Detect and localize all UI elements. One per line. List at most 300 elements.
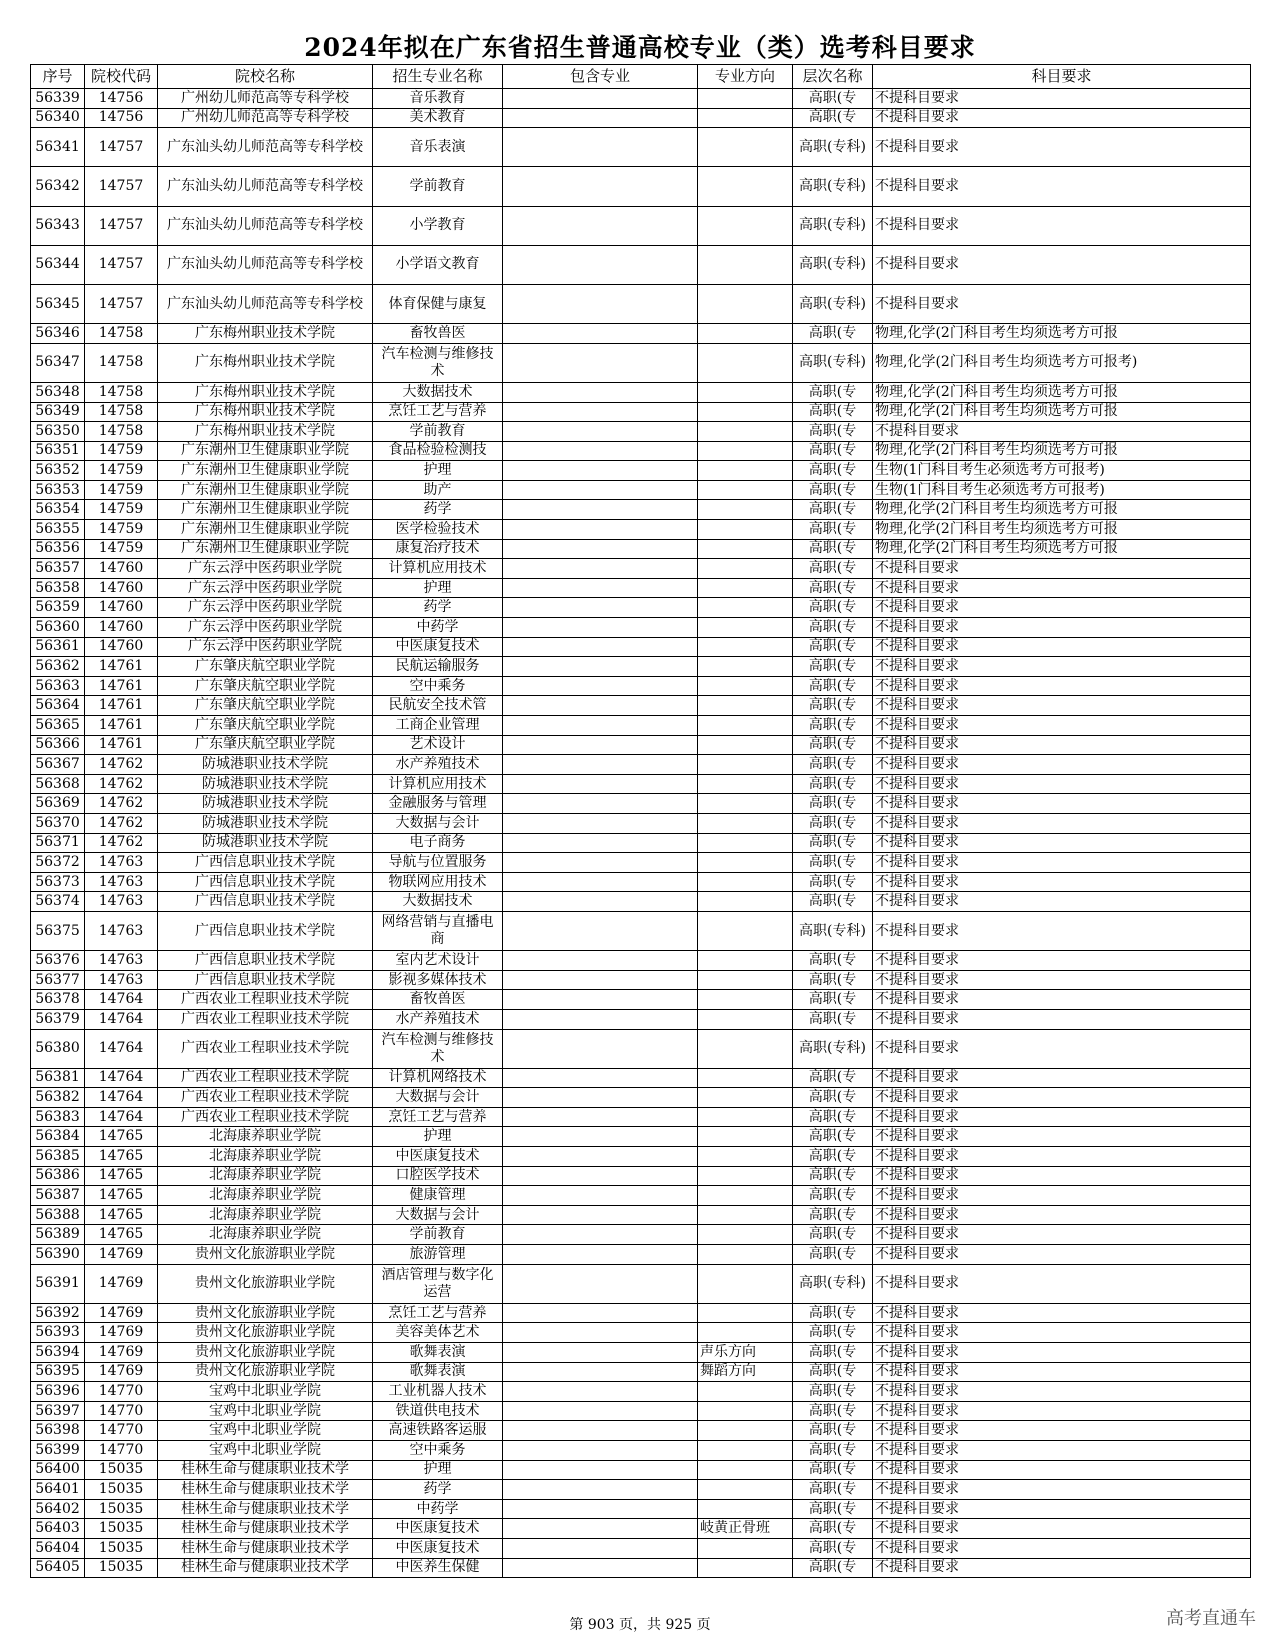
- cell-code: 14761: [85, 716, 158, 736]
- cell-direction: [698, 676, 793, 696]
- cell-code: 14757: [85, 284, 158, 323]
- cell-code: 14769: [85, 1323, 158, 1343]
- cell-requirement: 不提科目要求: [873, 1460, 1251, 1480]
- table-row: [31, 1538, 1251, 1558]
- cell-requirement: 物理,化学(2门科目考生均须选考方可报: [873, 402, 1251, 422]
- cell-requirement: 不提科目要求: [873, 1382, 1251, 1402]
- cell-direction: [698, 774, 793, 794]
- cell-no: 56388: [31, 1205, 85, 1225]
- cell-requirement: 不提科目要求: [873, 794, 1251, 814]
- cell-included: [503, 1127, 698, 1147]
- cell-level: 高职(专: [793, 324, 873, 344]
- cell-included: [503, 89, 698, 109]
- cell-level: 高职(专: [793, 520, 873, 540]
- cell-school: 广州幼儿师范高等专科学校: [158, 89, 373, 109]
- table-row: [31, 755, 1251, 775]
- cell-requirement: 不提科目要求: [873, 1166, 1251, 1186]
- cell-direction: [698, 1088, 793, 1108]
- cell-code: 14769: [85, 1245, 158, 1265]
- cell-code: 14769: [85, 1362, 158, 1382]
- cell-included: [503, 1029, 698, 1068]
- cell-major: 中医养生保健: [373, 1558, 503, 1578]
- cell-no: 56375: [31, 911, 85, 950]
- cell-requirement: 不提科目要求: [873, 1245, 1251, 1265]
- cell-school: 桂林生命与健康职业技术学: [158, 1519, 373, 1539]
- cell-major: 药学: [373, 1480, 503, 1500]
- cell-included: [503, 813, 698, 833]
- cell-direction: [698, 970, 793, 990]
- cell-level: 高职(专: [793, 1068, 873, 1088]
- cell-requirement: 不提科目要求: [873, 716, 1251, 736]
- cell-requirement: 不提科目要求: [873, 1519, 1251, 1539]
- cell-major: 食品检验检测技: [373, 441, 503, 461]
- cell-direction: 岐黄正骨班: [698, 1519, 793, 1539]
- header-major: 招生专业名称: [373, 65, 503, 89]
- cell-major: 学前教育: [373, 1225, 503, 1245]
- cell-level: 高职(专: [793, 1245, 873, 1265]
- cell-level: 高职(专: [793, 735, 873, 755]
- cell-direction: [698, 1499, 793, 1519]
- cell-code: 15035: [85, 1499, 158, 1519]
- cell-code: 14758: [85, 422, 158, 442]
- cell-school: 宝鸡中北职业学院: [158, 1382, 373, 1402]
- cell-level: 高职(专: [793, 990, 873, 1010]
- table-row: [31, 1107, 1251, 1127]
- cell-no: 56347: [31, 343, 85, 382]
- cell-school: 广西农业工程职业技术学院: [158, 990, 373, 1010]
- cell-school: 贵州文化旅游职业学院: [158, 1264, 373, 1303]
- cell-school: 广东云浮中医药职业学院: [158, 578, 373, 598]
- cell-included: [503, 108, 698, 128]
- cell-included: [503, 853, 698, 873]
- cell-direction: [698, 578, 793, 598]
- cell-requirement: 不提科目要求: [873, 1303, 1251, 1323]
- table-row: [31, 284, 1251, 323]
- table-row: [31, 1303, 1251, 1323]
- cell-major: 药学: [373, 598, 503, 618]
- cell-direction: [698, 990, 793, 1010]
- cell-requirement: 不提科目要求: [873, 89, 1251, 109]
- cell-included: [503, 578, 698, 598]
- cell-major: 室内艺术设计: [373, 951, 503, 971]
- cell-no: 56393: [31, 1323, 85, 1343]
- cell-included: [503, 1088, 698, 1108]
- cell-code: 14759: [85, 520, 158, 540]
- cell-included: [503, 1440, 698, 1460]
- cell-level: 高职(专: [793, 1147, 873, 1167]
- cell-no: 56350: [31, 422, 85, 442]
- cell-major: 空中乘务: [373, 676, 503, 696]
- cell-included: [503, 990, 698, 1010]
- cell-no: 56381: [31, 1068, 85, 1088]
- table-row: [31, 1460, 1251, 1480]
- table-row: [31, 618, 1251, 638]
- cell-major: 中医康复技术: [373, 1147, 503, 1167]
- cell-school: 贵州文化旅游职业学院: [158, 1362, 373, 1382]
- cell-school: 广东云浮中医药职业学院: [158, 637, 373, 657]
- cell-direction: [698, 1264, 793, 1303]
- cell-direction: [698, 911, 793, 950]
- cell-direction: 舞蹈方向: [698, 1362, 793, 1382]
- cell-code: 14760: [85, 559, 158, 579]
- table-row: [31, 1382, 1251, 1402]
- cell-requirement: 物理,化学(2门科目考生均须选考方可报: [873, 539, 1251, 559]
- cell-level: 高职(专: [793, 1107, 873, 1127]
- cell-school: 广东肇庆航空职业学院: [158, 696, 373, 716]
- table-row: [31, 813, 1251, 833]
- cell-requirement: 物理,化学(2门科目考生均须选考方可报: [873, 520, 1251, 540]
- cell-major: 中医康复技术: [373, 1538, 503, 1558]
- cell-code: 14759: [85, 480, 158, 500]
- cell-level: 高职(专: [793, 1499, 873, 1519]
- cell-requirement: 生物(1门科目考生必须选考方可报考): [873, 461, 1251, 481]
- cell-school: 贵州文化旅游职业学院: [158, 1245, 373, 1265]
- cell-level: 高职(专: [793, 853, 873, 873]
- cell-code: 15035: [85, 1558, 158, 1578]
- cell-included: [503, 461, 698, 481]
- cell-major: 汽车检测与维修技术: [373, 1029, 503, 1068]
- cell-level: 高职(专: [793, 951, 873, 971]
- cell-code: 14763: [85, 892, 158, 912]
- cell-school: 宝鸡中北职业学院: [158, 1440, 373, 1460]
- cell-included: [503, 1421, 698, 1441]
- cell-direction: [698, 1186, 793, 1206]
- cell-requirement: 不提科目要求: [873, 1538, 1251, 1558]
- cell-no: 56345: [31, 284, 85, 323]
- cell-requirement: 不提科目要求: [873, 637, 1251, 657]
- cell-level: 高职(专: [793, 578, 873, 598]
- cell-school: 广西信息职业技术学院: [158, 911, 373, 950]
- cell-included: [503, 970, 698, 990]
- cell-level: 高职(专: [793, 539, 873, 559]
- cell-major: 计算机应用技术: [373, 774, 503, 794]
- table-row: [31, 1088, 1251, 1108]
- cell-level: 高职(专: [793, 833, 873, 853]
- cell-requirement: 不提科目要求: [873, 206, 1251, 245]
- cell-requirement: 不提科目要求: [873, 1421, 1251, 1441]
- cell-no: 56348: [31, 382, 85, 402]
- cell-requirement: 物理,化学(2门科目考生均须选考方可报: [873, 500, 1251, 520]
- cell-direction: [698, 559, 793, 579]
- cell-level: 高职(专: [793, 813, 873, 833]
- cell-included: [503, 520, 698, 540]
- cell-direction: [698, 402, 793, 422]
- cell-code: 14770: [85, 1382, 158, 1402]
- cell-direction: [698, 1205, 793, 1225]
- cell-no: 56377: [31, 970, 85, 990]
- cell-school: 桂林生命与健康职业技术学: [158, 1480, 373, 1500]
- cell-included: [503, 794, 698, 814]
- cell-no: 56382: [31, 1088, 85, 1108]
- cell-school: 广西信息职业技术学院: [158, 892, 373, 912]
- cell-major: 大数据与会计: [373, 1205, 503, 1225]
- cell-included: [503, 1225, 698, 1245]
- table-row: [31, 1147, 1251, 1167]
- cell-school: 广东肇庆航空职业学院: [158, 735, 373, 755]
- table-row: [31, 206, 1251, 245]
- cell-major: 中医康复技术: [373, 637, 503, 657]
- table-row: [31, 1362, 1251, 1382]
- cell-major: 烹饪工艺与营养: [373, 402, 503, 422]
- cell-code: 14765: [85, 1166, 158, 1186]
- cell-included: [503, 1499, 698, 1519]
- cell-level: 高职(专: [793, 1421, 873, 1441]
- cell-level: 高职(专: [793, 1186, 873, 1206]
- table-row: [31, 657, 1251, 677]
- cell-level: 高职(专: [793, 1362, 873, 1382]
- cell-code: 14757: [85, 128, 158, 167]
- cell-level: 高职(专: [793, 441, 873, 461]
- cell-major: 护理: [373, 1127, 503, 1147]
- cell-direction: [698, 1440, 793, 1460]
- cell-requirement: 不提科目要求: [873, 1068, 1251, 1088]
- cell-school: 北海康养职业学院: [158, 1205, 373, 1225]
- cell-major: 物联网应用技术: [373, 872, 503, 892]
- cell-direction: 声乐方向: [698, 1343, 793, 1363]
- cell-no: 56384: [31, 1127, 85, 1147]
- cell-level: 高职(专: [793, 108, 873, 128]
- cell-included: [503, 696, 698, 716]
- cell-no: 56387: [31, 1186, 85, 1206]
- cell-school: 广西农业工程职业技术学院: [158, 1068, 373, 1088]
- cell-code: 14763: [85, 951, 158, 971]
- cell-school: 广东梅州职业技术学院: [158, 422, 373, 442]
- cell-direction: [698, 618, 793, 638]
- cell-requirement: 不提科目要求: [873, 676, 1251, 696]
- table-row: [31, 794, 1251, 814]
- cell-no: 56390: [31, 1245, 85, 1265]
- cell-major: 民航安全技术管: [373, 696, 503, 716]
- table-row: [31, 1519, 1251, 1539]
- cell-code: 14762: [85, 833, 158, 853]
- cell-requirement: 不提科目要求: [873, 853, 1251, 873]
- table-row: [31, 1205, 1251, 1225]
- cell-no: 56357: [31, 559, 85, 579]
- table-row: [31, 382, 1251, 402]
- cell-school: 北海康养职业学院: [158, 1225, 373, 1245]
- cell-requirement: 不提科目要求: [873, 1225, 1251, 1245]
- cell-no: 56343: [31, 206, 85, 245]
- cell-included: [503, 1538, 698, 1558]
- cell-level: 高职(专: [793, 755, 873, 775]
- cell-school: 广东潮州卫生健康职业学院: [158, 520, 373, 540]
- cell-requirement: 不提科目要求: [873, 1029, 1251, 1068]
- cell-major: 艺术设计: [373, 735, 503, 755]
- cell-no: 56341: [31, 128, 85, 167]
- cell-school: 宝鸡中北职业学院: [158, 1421, 373, 1441]
- cell-major: 汽车检测与维修技术: [373, 343, 503, 382]
- cell-level: 高职(专: [793, 892, 873, 912]
- cell-direction: [698, 637, 793, 657]
- cell-code: 14763: [85, 853, 158, 873]
- cell-included: [503, 1519, 698, 1539]
- cell-major: 小学语文教育: [373, 245, 503, 284]
- cell-direction: [698, 480, 793, 500]
- brand-watermark: 高考直通车: [1166, 1608, 1256, 1629]
- cell-included: [503, 1558, 698, 1578]
- cell-level: 高职(专: [793, 657, 873, 677]
- cell-level: 高职(专: [793, 422, 873, 442]
- cell-direction: [698, 598, 793, 618]
- table-row: [31, 735, 1251, 755]
- cell-no: 56374: [31, 892, 85, 912]
- cell-direction: [698, 1147, 793, 1167]
- table-row: [31, 696, 1251, 716]
- page-number: 第 903 页，共 925 页: [569, 1617, 711, 1633]
- cell-included: [503, 441, 698, 461]
- cell-level: 高职(专科): [793, 167, 873, 206]
- cell-level: 高职(专科): [793, 245, 873, 284]
- cell-direction: [698, 461, 793, 481]
- cell-direction: [698, 1323, 793, 1343]
- table-row: [31, 1225, 1251, 1245]
- cell-major: 体育保健与康复: [373, 284, 503, 323]
- cell-code: 14758: [85, 324, 158, 344]
- cell-major: 助产: [373, 480, 503, 500]
- cell-major: 康复治疗技术: [373, 539, 503, 559]
- cell-included: [503, 872, 698, 892]
- cell-no: 56346: [31, 324, 85, 344]
- cell-direction: [698, 1009, 793, 1029]
- cell-included: [503, 716, 698, 736]
- table-row: [31, 245, 1251, 284]
- cell-no: 56380: [31, 1029, 85, 1068]
- cell-included: [503, 1245, 698, 1265]
- cell-direction: [698, 716, 793, 736]
- cell-requirement: 不提科目要求: [873, 1107, 1251, 1127]
- cell-requirement: 不提科目要求: [873, 1480, 1251, 1500]
- cell-level: 高职(专科): [793, 206, 873, 245]
- cell-included: [503, 284, 698, 323]
- cell-code: 14761: [85, 696, 158, 716]
- cell-school: 广东潮州卫生健康职业学院: [158, 461, 373, 481]
- cell-level: 高职(专: [793, 676, 873, 696]
- cell-code: 14763: [85, 911, 158, 950]
- cell-included: [503, 1401, 698, 1421]
- cell-school: 广东潮州卫生健康职业学院: [158, 441, 373, 461]
- cell-no: 56394: [31, 1343, 85, 1363]
- cell-level: 高职(专: [793, 774, 873, 794]
- table-row: [31, 500, 1251, 520]
- cell-direction: [698, 128, 793, 167]
- cell-no: 56352: [31, 461, 85, 481]
- cell-direction: [698, 1421, 793, 1441]
- cell-major: 护理: [373, 1460, 503, 1480]
- cell-school: 广东梅州职业技术学院: [158, 324, 373, 344]
- cell-no: 56386: [31, 1166, 85, 1186]
- cell-no: 56379: [31, 1009, 85, 1029]
- cell-major: 计算机网络技术: [373, 1068, 503, 1088]
- cell-no: 56403: [31, 1519, 85, 1539]
- cell-code: 14762: [85, 774, 158, 794]
- cell-level: 高职(专: [793, 500, 873, 520]
- cell-no: 56376: [31, 951, 85, 971]
- cell-requirement: 不提科目要求: [873, 245, 1251, 284]
- cell-no: 56396: [31, 1382, 85, 1402]
- cell-included: [503, 637, 698, 657]
- table-row: [31, 559, 1251, 579]
- cell-code: 14765: [85, 1127, 158, 1147]
- cell-no: 56367: [31, 755, 85, 775]
- cell-code: 14764: [85, 1107, 158, 1127]
- table-row: [31, 1480, 1251, 1500]
- cell-level: 高职(专科): [793, 911, 873, 950]
- cell-requirement: 生物(1门科目考生必须选考方可报考): [873, 480, 1251, 500]
- cell-requirement: 不提科目要求: [873, 1205, 1251, 1225]
- cell-requirement: 不提科目要求: [873, 911, 1251, 950]
- cell-code: 14769: [85, 1303, 158, 1323]
- cell-school: 广东肇庆航空职业学院: [158, 657, 373, 677]
- cell-no: 56391: [31, 1264, 85, 1303]
- cell-code: 14765: [85, 1147, 158, 1167]
- cell-school: 北海康养职业学院: [158, 1166, 373, 1186]
- cell-direction: [698, 1127, 793, 1147]
- cell-level: 高职(专科): [793, 284, 873, 323]
- table-row: [31, 1029, 1251, 1068]
- cell-major: 计算机应用技术: [373, 559, 503, 579]
- cell-included: [503, 1460, 698, 1480]
- cell-requirement: 不提科目要求: [873, 872, 1251, 892]
- cell-major: 学前教育: [373, 167, 503, 206]
- cell-direction: [698, 206, 793, 245]
- cell-major: 医学检验技术: [373, 520, 503, 540]
- cell-no: 56360: [31, 618, 85, 638]
- cell-level: 高职(专: [793, 1538, 873, 1558]
- cell-code: 14764: [85, 990, 158, 1010]
- cell-school: 广东汕头幼儿师范高等专科学校: [158, 167, 373, 206]
- cell-level: 高职(专: [793, 618, 873, 638]
- cell-included: [503, 676, 698, 696]
- cell-no: 56359: [31, 598, 85, 618]
- cell-requirement: 不提科目要求: [873, 735, 1251, 755]
- cell-major: 美术教育: [373, 108, 503, 128]
- cell-direction: [698, 1166, 793, 1186]
- cell-level: 高职(专: [793, 382, 873, 402]
- cell-code: 14759: [85, 461, 158, 481]
- cell-direction: [698, 167, 793, 206]
- cell-requirement: 不提科目要求: [873, 1362, 1251, 1382]
- cell-direction: [698, 520, 793, 540]
- cell-major: 护理: [373, 578, 503, 598]
- cell-level: 高职(专科): [793, 1264, 873, 1303]
- cell-school: 北海康养职业学院: [158, 1147, 373, 1167]
- table-row: [31, 167, 1251, 206]
- cell-requirement: 不提科目要求: [873, 598, 1251, 618]
- cell-requirement: 不提科目要求: [873, 422, 1251, 442]
- cell-major: 水产养殖技术: [373, 755, 503, 775]
- table-row: [31, 1323, 1251, 1343]
- cell-direction: [698, 872, 793, 892]
- cell-direction: [698, 794, 793, 814]
- cell-school: 广东潮州卫生健康职业学院: [158, 539, 373, 559]
- cell-level: 高职(专: [793, 1303, 873, 1323]
- cell-code: 14758: [85, 382, 158, 402]
- cell-school: 广西信息职业技术学院: [158, 872, 373, 892]
- cell-school: 贵州文化旅游职业学院: [158, 1303, 373, 1323]
- cell-no: 56369: [31, 794, 85, 814]
- cell-no: 56339: [31, 89, 85, 109]
- cell-school: 广东云浮中医药职业学院: [158, 598, 373, 618]
- cell-requirement: 不提科目要求: [873, 1147, 1251, 1167]
- cell-included: [503, 1323, 698, 1343]
- cell-direction: [698, 951, 793, 971]
- cell-direction: [698, 657, 793, 677]
- table-row: [31, 128, 1251, 167]
- cell-direction: [698, 1068, 793, 1088]
- cell-no: 56400: [31, 1460, 85, 1480]
- cell-direction: [698, 500, 793, 520]
- cell-major: 大数据与会计: [373, 1088, 503, 1108]
